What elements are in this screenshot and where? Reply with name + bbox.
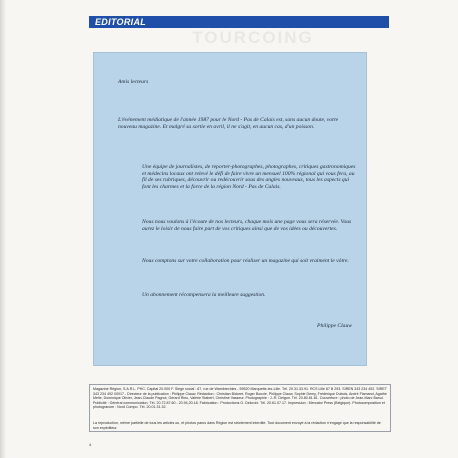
editorial-paragraph-4: Nous comptons sur votre collaboration pour réaliser un magazine qui soit vraiment le vôtre. (142, 258, 349, 264)
editorial-paragraph-2: Une équipe de journalistes, de reporter-photographes, photographes, critiques gastronomiques et médecins locaux ont relevé le défi de faire vivre un mensuel 100% régional qui vous fera, au fil de ses rubriques, découvrir ou redécouvrir sous des angles nouveaux, tous les aspects qui font les charmes et la force de la région Nord - Pas de Calais. (142, 164, 356, 190)
section-label: EDITORIAL (95, 17, 147, 27)
editorial-paragraph-5: Un abonnement récompensera la meilleure suggestion. (142, 292, 266, 298)
page-edge-shadow (0, 0, 6, 458)
editorial-paragraph-1: L'événement médiatique de l'année 1987 pour le Nord - Pas de Calais est, sans aucun doute, votre nouveau magazine. Et malgré sa sortie en avril, il ne s'agit, en aucun cas, d'un poisson. (118, 117, 339, 130)
legal-note: La reproduction, même partielle de tous les articles ou, et photos parus dans Région est strictement interdite. Tout document envoyé à la rédaction n'engage que la responsabilité de son expéditeur. (93, 421, 381, 430)
editorial-text-box (93, 52, 367, 366)
imprint-box (89, 384, 391, 432)
watermark-text: TOURCOING (192, 28, 314, 47)
imprint-text: Magazine Région, S.A.R.L. PHC. Capital 20.000 F. Siège social : 67, rue de Wambrechies - 59520 Marquette-lez-Lille. Tél. 20.31.33.91. RCS Lille 87 B 293. SIREN 343 234 492. SIRET 343 234 492 00017 - Directeur de la publication : Philippe Clauw. Rédaction : Christian Bidoret, Roger Bouvie, Philippe Clauw, Sophie Demy, Frédérique Dubois, André Flamand, Agathe Meile, Dominique Olivier, Jean-Claude Pagnot, Gérard Rieu, Valérie Stabert, Christine Vasseur. Photographie : J.-R. Delgon. Tél. 20.80.81.81. Couverture : photo de Jean-Marc Banul. Publicité : Général communication. Tél. 20.72.87.60 - 20.94.20.18. Fabrication : Productions G. Delcroix. Tél. 20.61.07.17. Impression : Mercator Press (Belgique). Photocomposition et photogravure : Nord Compo. Tél. 20.01.31.32. (93, 387, 387, 410)
editorial-signature: Philippe Clauw (317, 323, 352, 329)
editorial-salutation: Amis lecteurs (118, 79, 149, 85)
editorial-paragraph-3: Nous nous voulons à l'écoute de nos lecteurs, chaque mois une page vous sera réservée. Vous aurez le loisir de nous faire part de vos critiques ainsi que de vos idées ou découvertes. (142, 219, 352, 232)
page-number: 4 (89, 442, 92, 447)
